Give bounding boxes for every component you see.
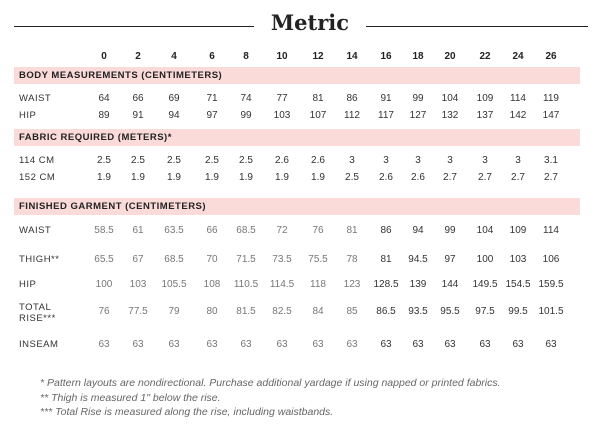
table-cell: 63 — [276, 339, 288, 350]
row-label: WAIST — [19, 93, 52, 104]
table-cell: 63 — [312, 339, 324, 350]
table-cell: 104 — [476, 225, 494, 236]
table-cell: 94 — [168, 110, 180, 121]
row-label: 152 CM — [19, 172, 56, 183]
table-cell: 1.9 — [131, 172, 145, 183]
size-header-cell: 12 — [312, 51, 324, 62]
table-cell: 147 — [542, 110, 560, 121]
size-header-cell: 18 — [412, 51, 424, 62]
table-cell: 108 — [203, 279, 221, 290]
table-cell: 100 — [476, 254, 494, 265]
table-cell: 72 — [276, 225, 288, 236]
table-cell: 1.9 — [275, 172, 289, 183]
table-cell: 110.5 — [233, 279, 259, 290]
table-cell: 63 — [412, 339, 424, 350]
table-cell: 3 — [447, 155, 453, 166]
table-cell: 95.5 — [440, 306, 460, 317]
table-cell: 68.5 — [236, 225, 256, 236]
table-row — [14, 222, 580, 240]
table-cell: 144 — [441, 279, 459, 290]
table-cell: 1.9 — [311, 172, 325, 183]
size-header-cell: 6 — [209, 51, 215, 62]
table-cell: 79 — [168, 306, 180, 317]
table-cell: 2.6 — [311, 155, 325, 166]
table-cell: 94.5 — [408, 254, 428, 265]
table-cell: 63 — [444, 339, 456, 350]
table-cell: 139 — [409, 279, 427, 290]
table-cell: 86 — [380, 225, 392, 236]
row-label: HIP — [19, 279, 37, 290]
table-cell: 104 — [441, 93, 459, 104]
table-cell: 2.5 — [167, 155, 181, 166]
table-cell: 84 — [312, 306, 324, 317]
table-cell: 77.5 — [128, 306, 148, 317]
size-header-cell: 2 — [135, 51, 141, 62]
size-header-cell: 10 — [276, 51, 288, 62]
table-cell: 2.6 — [379, 172, 393, 183]
table-cell: 85 — [346, 306, 358, 317]
table-cell: 106 — [542, 254, 560, 265]
row-label: HIP — [19, 110, 37, 121]
row-label: THIGH** — [19, 254, 60, 265]
table-cell: 2.7 — [544, 172, 558, 183]
table-cell: 107 — [309, 110, 327, 121]
table-cell: 2.7 — [511, 172, 525, 183]
table-cell: 78 — [346, 254, 358, 265]
table-cell: 112 — [344, 110, 360, 121]
table-cell: 2.6 — [275, 155, 289, 166]
table-cell: 71.5 — [236, 254, 256, 265]
table-cell: 105.5 — [161, 279, 187, 290]
table-cell: 1.9 — [167, 172, 181, 183]
table-cell: 1.9 — [97, 172, 111, 183]
size-header-cell: 24 — [512, 51, 524, 62]
table-cell: 114 — [543, 225, 559, 236]
table-cell: 73.5 — [272, 254, 292, 265]
table-cell: 3 — [515, 155, 521, 166]
section-heading-fabric: FABRIC REQUIRED (METERS)* — [14, 129, 580, 146]
table-cell: 69 — [168, 93, 180, 104]
table-cell: 70 — [206, 254, 218, 265]
table-cell: 86.5 — [376, 306, 396, 317]
table-row — [14, 169, 580, 187]
title-rule-left — [14, 26, 254, 27]
table-cell: 63 — [240, 339, 252, 350]
title-area — [14, 8, 588, 44]
table-cell: 114 — [510, 93, 526, 104]
table-cell: 100 — [95, 279, 113, 290]
table-cell: 103 — [129, 279, 147, 290]
table-cell: 86 — [346, 93, 358, 104]
table-cell: 109 — [509, 225, 527, 236]
section-heading-body: BODY MEASUREMENTS (CENTIMETERS) — [14, 67, 580, 84]
table-cell: 99 — [240, 110, 252, 121]
size-header-cell: 20 — [444, 51, 456, 62]
title-rule-right — [366, 26, 588, 27]
table-cell: 82.5 — [272, 306, 292, 317]
size-header-cell: 22 — [479, 51, 491, 62]
section-heading-finished: FINISHED GARMENT (CENTIMETERS) — [14, 198, 580, 215]
table-cell: 80 — [206, 306, 218, 317]
table-cell: 63 — [346, 339, 358, 350]
table-cell: 99.5 — [508, 306, 528, 317]
table-cell: 3 — [349, 155, 355, 166]
size-header-cell: 4 — [171, 51, 177, 62]
size-header-cell: 8 — [243, 51, 249, 62]
table-cell: 97.5 — [475, 306, 495, 317]
table-cell: 101.5 — [538, 306, 564, 317]
table-cell: 63 — [98, 339, 110, 350]
table-cell: 127 — [409, 110, 427, 121]
table-cell: 103 — [273, 110, 291, 121]
table-row — [14, 152, 580, 170]
table-cell: 67 — [132, 254, 144, 265]
table-cell: 137 — [476, 110, 494, 121]
table-cell: 81 — [312, 93, 324, 104]
table-cell: 3 — [383, 155, 389, 166]
row-label: 114 CM — [19, 155, 55, 166]
table-cell: 1.9 — [205, 172, 219, 183]
table-cell: 81 — [346, 225, 358, 236]
table-cell: 119 — [543, 93, 559, 104]
table-cell: 2.5 — [205, 155, 219, 166]
footnote: *** Total Rise is measured along the rise, including waistbands. — [40, 406, 334, 418]
table-cell: 2.5 — [345, 172, 359, 183]
table-cell: 2.6 — [411, 172, 425, 183]
table-cell: 74 — [240, 93, 252, 104]
table-cell: 63 — [132, 339, 144, 350]
table-cell: 63 — [206, 339, 218, 350]
table-cell: 63 — [512, 339, 524, 350]
table-row — [14, 302, 580, 324]
table-cell: 149.5 — [472, 279, 498, 290]
table-cell: 132 — [441, 110, 459, 121]
size-header-cell: 14 — [346, 51, 358, 62]
table-cell: 114.5 — [269, 279, 295, 290]
table-cell: 97 — [206, 110, 218, 121]
table-row — [14, 276, 580, 294]
table-row — [14, 251, 580, 269]
table-cell: 71 — [206, 93, 218, 104]
chart-title: Metric — [270, 10, 350, 35]
table-row — [14, 336, 580, 354]
table-cell: 65.5 — [94, 254, 114, 265]
table-cell: 128.5 — [373, 279, 399, 290]
table-cell: 2.5 — [239, 155, 253, 166]
table-cell: 66 — [206, 225, 218, 236]
table-cell: 3 — [415, 155, 421, 166]
table-cell: 97 — [444, 254, 456, 265]
table-cell: 2.7 — [478, 172, 492, 183]
table-cell: 64 — [98, 93, 110, 104]
size-header-cell: 16 — [380, 51, 392, 62]
table-row — [14, 90, 580, 108]
footnote: * Pattern layouts are nondirectional. Purchase additional yardage if using napped or printed fabrics. — [40, 377, 501, 389]
table-cell: 66 — [132, 93, 144, 104]
table-cell: 63 — [479, 339, 491, 350]
table-cell: 142 — [509, 110, 527, 121]
table-cell: 61 — [132, 225, 144, 236]
table-cell: 63 — [545, 339, 557, 350]
table-cell: 63 — [380, 339, 392, 350]
table-cell: 2.7 — [443, 172, 457, 183]
row-label: TOTAL RISE*** — [19, 302, 56, 324]
table-cell: 109 — [476, 93, 494, 104]
table-cell: 68.5 — [164, 254, 184, 265]
table-cell: 76 — [98, 306, 110, 317]
table-cell: 77 — [276, 93, 288, 104]
table-cell: 118 — [310, 279, 326, 290]
table-cell: 103 — [509, 254, 527, 265]
table-cell: 58.5 — [94, 225, 114, 236]
table-cell: 63 — [168, 339, 180, 350]
table-cell: 63.5 — [164, 225, 184, 236]
table-cell: 1.9 — [239, 172, 253, 183]
table-cell: 81 — [380, 254, 392, 265]
table-cell: 2.5 — [97, 155, 111, 166]
table-cell: 91 — [132, 110, 144, 121]
table-cell: 159.5 — [538, 279, 564, 290]
table-cell: 3 — [482, 155, 488, 166]
table-cell: 94 — [412, 225, 424, 236]
row-label: WAIST — [19, 225, 52, 236]
table-cell: 154.5 — [505, 279, 531, 290]
size-header-row — [14, 48, 580, 66]
table-cell: 76 — [312, 225, 324, 236]
table-cell: 89 — [98, 110, 110, 121]
table-cell: 3.1 — [544, 155, 558, 166]
table-row — [14, 107, 580, 125]
size-header-cell: 26 — [545, 51, 557, 62]
table-cell: 99 — [444, 225, 456, 236]
row-label: INSEAM — [19, 339, 59, 350]
table-cell: 93.5 — [408, 306, 428, 317]
table-cell: 2.5 — [131, 155, 145, 166]
size-header-cell: 0 — [101, 51, 107, 62]
table-cell: 99 — [412, 93, 424, 104]
footnotes — [40, 376, 501, 420]
footnote: ** Thigh is measured 1" below the rise. — [40, 391, 221, 404]
table-cell: 123 — [343, 279, 361, 290]
table-cell: 117 — [378, 110, 394, 121]
table-cell: 75.5 — [308, 254, 328, 265]
table-cell: 81.5 — [236, 306, 256, 317]
table-cell: 91 — [380, 93, 392, 104]
